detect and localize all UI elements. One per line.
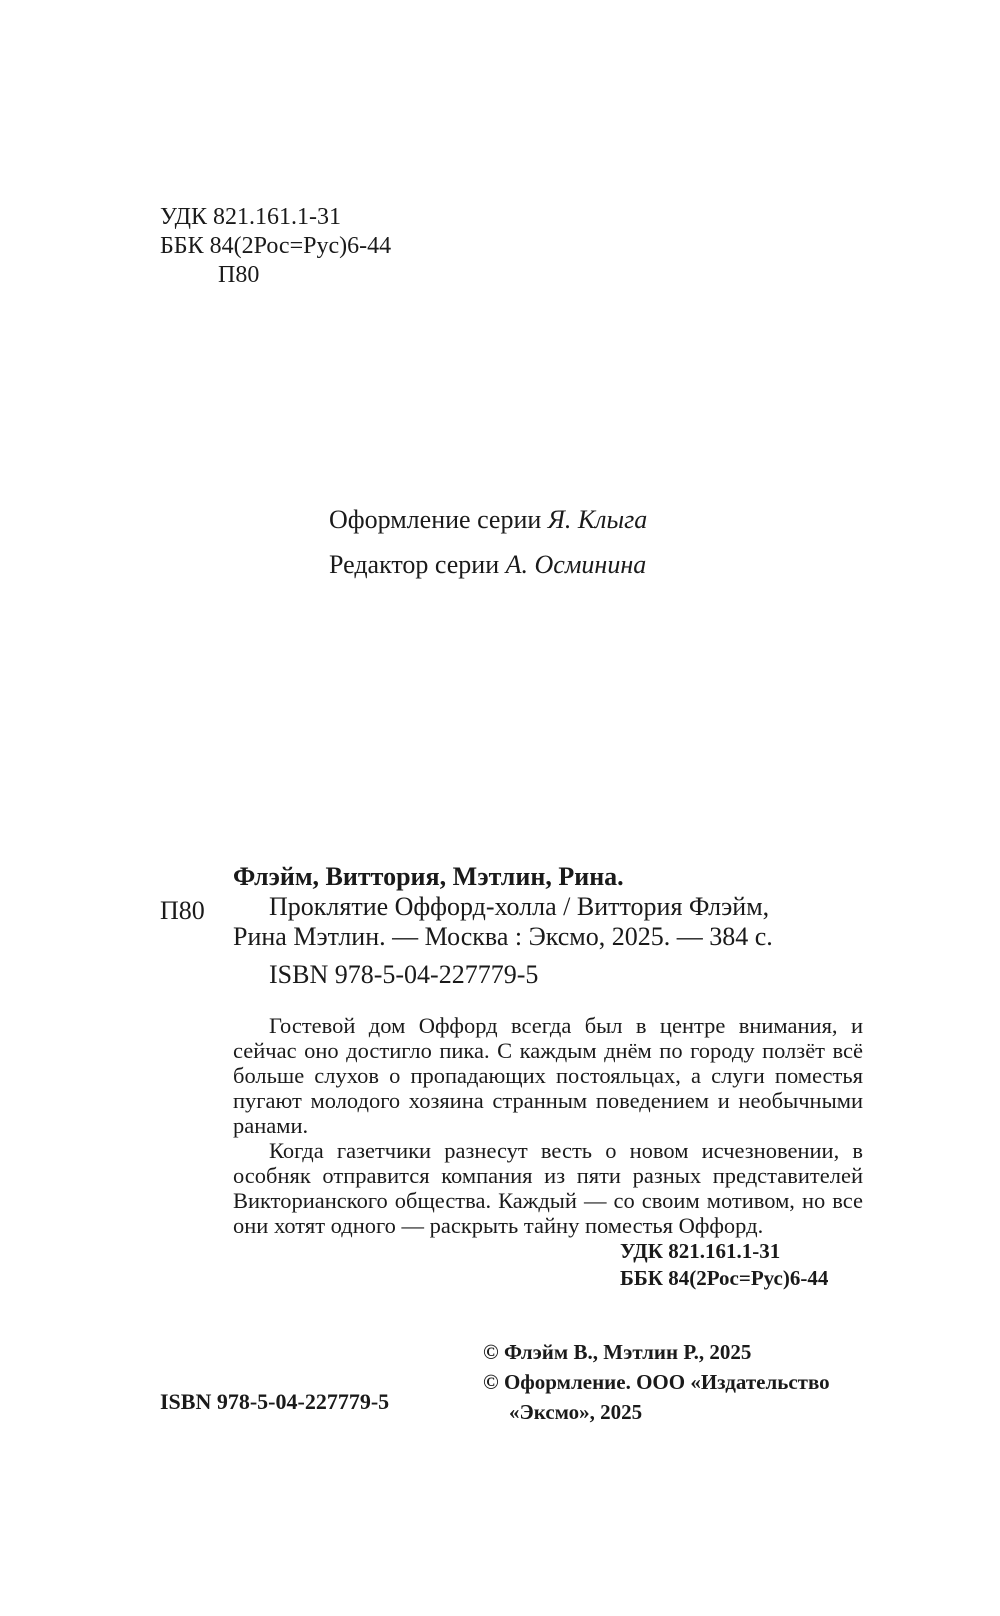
series-design-name: Я. Клыга — [547, 505, 648, 534]
series-design-label: Оформление серии — [329, 505, 542, 534]
series-editor-credit — [329, 550, 647, 595]
copyright-authors: © Флэйм В., Мэтлин Р., 2025 — [483, 1340, 752, 1364]
isbn: ISBN 978-5-04-227779-5 — [160, 1389, 390, 1414]
bbk-code: ББК 84(2Рос=Рус)6-44 — [160, 233, 392, 259]
record-code: П80 — [160, 896, 205, 925]
annotation-paragraph: Когда газетчики разнесут весть о новом исчезновении, в особняк отправится компания из пяти разных представителей Викторианского общества. Каждый — со своим мотивом, но все они хотят одного — раскрыть тайну поместья Оффорд. — [233, 1138, 863, 1238]
copyright-design-cont: «Эксмо», 2025 — [509, 1400, 643, 1424]
udk-code: УДК 821.161.1-31 — [620, 1239, 781, 1263]
series-design-credit — [329, 505, 647, 550]
author-mark: П80 — [218, 262, 260, 288]
annotation — [233, 1013, 863, 1238]
series-editor-name: А. Осминина — [505, 550, 647, 579]
top-classification — [160, 203, 391, 290]
record-title-line: Проклятие Оффорд-холла / Виттория Флэйм, — [269, 892, 770, 921]
copyright-design: © Оформление. ООО «Издательство — [483, 1370, 830, 1394]
copyright-block — [483, 1337, 830, 1427]
annotation-paragraph: Гостевой дом Оффорд всегда был в центре внимания, и сейчас оно достигло пика. С каждым днём по городу ползёт всё больше слухов о пропадающих постояльцах, а слуги поместья пугают молодого хозяина странным поведением и необычными ранами. — [233, 1013, 863, 1138]
bibliographic-record — [233, 862, 863, 990]
udk-code: УДК 821.161.1-31 — [160, 204, 341, 230]
record-authors-heading: Флэйм, Виттория, Мэтлин, Рина. — [233, 862, 624, 891]
bbk-code: ББК 84(2Рос=Рус)6-44 — [620, 1266, 829, 1290]
record-isbn: ISBN 978-5-04-227779-5 — [269, 960, 539, 989]
bottom-classification — [620, 1238, 828, 1292]
series-credits — [329, 505, 647, 595]
series-editor-label: Редактор серии — [329, 550, 500, 579]
record-publication-line: Рина Мэтлин. — Москва : Эксмо, 2025. — 384 с. — [233, 922, 773, 951]
